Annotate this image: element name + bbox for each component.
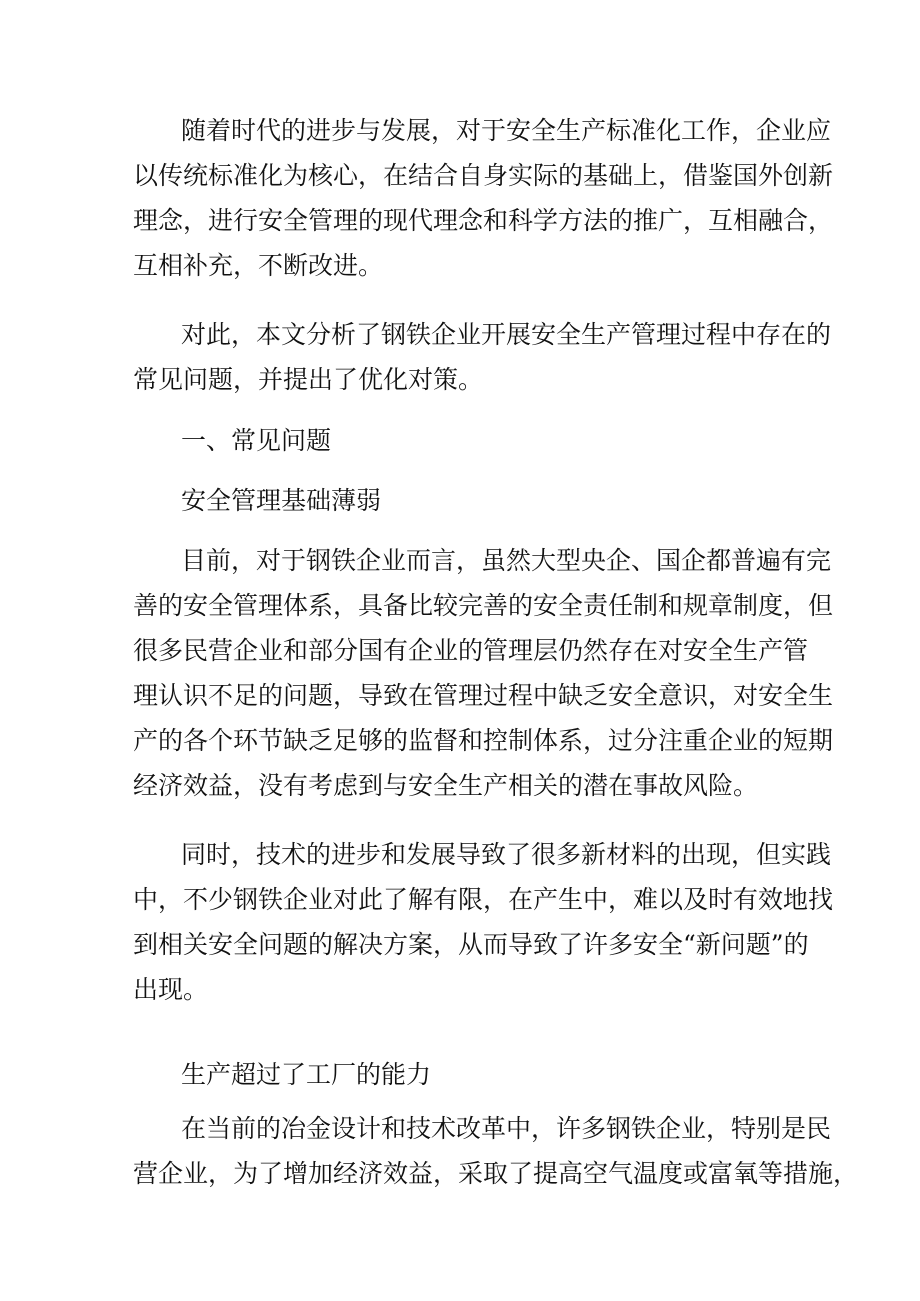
text-line: 理认识不足的问题，导致在管理过程中缺乏安全意识，对安全生 — [133, 681, 834, 710]
text-line: 善的安全管理体系，具备比较完善的安全责任制和规章制度，但 — [133, 591, 834, 620]
text-line: 以传统标准化为核心，在结合自身实际的基础上，借鉴国外创新 — [133, 161, 834, 190]
subsection-heading — [133, 478, 787, 523]
section-heading-text: 一、常见问题 — [181, 426, 332, 455]
text-line: 经济效益，没有考虑到与安全生产相关的潜在事故风险。 — [133, 771, 759, 800]
text-line: 常见问题，并提出了优化对策。 — [133, 365, 484, 394]
paragraph-introduction — [133, 108, 834, 288]
text-line: 目前，对于钢铁企业而言，虽然大型央企、国企都普遍有完 — [181, 546, 832, 575]
text-line: 很多民营企业和部分国有企业的管理层仍然存在对安全生产管 — [133, 636, 809, 665]
subsection-heading — [133, 1052, 787, 1097]
text-line: 随着时代的进步与发展，对于安全生产标准化工作，企业应 — [181, 116, 832, 145]
subsection-heading-text: 安全管理基础薄弱 — [181, 486, 382, 515]
text-line: 对此，本文分析了钢铁企业开展安全生产管理过程中存在的 — [181, 320, 832, 349]
text-line: 互相补充，不断改进。 — [133, 251, 384, 280]
paragraph-new-materials — [133, 832, 834, 1012]
paragraph-purpose — [133, 312, 832, 402]
paragraph-weak-foundation — [133, 538, 834, 808]
subsection-heading-text: 生产超过了工厂的能力 — [181, 1060, 432, 1089]
text-line: 营企业，为了增加经济效益，采取了提高空气温度或富氧等措施， — [133, 1159, 859, 1188]
section-heading — [133, 418, 787, 463]
text-line: 理念，进行安全管理的现代理念和科学方法的推广，互相融合， — [133, 206, 834, 235]
text-line: 在当前的冶金设计和技术改革中，许多钢铁企业，特别是民 — [181, 1114, 832, 1143]
text-line: 出现。 — [133, 975, 209, 1004]
text-line: 中，不少钢铁企业对此了解有限，在产生中，难以及时有效地找 — [133, 885, 834, 914]
text-line: 到相关安全问题的解决方案，从而导致了许多安全“新问题”的 — [133, 930, 809, 959]
paragraph-capacity — [133, 1106, 859, 1196]
text-line: 产的各个环节缺乏足够的监督和控制体系，过分注重企业的短期 — [133, 726, 834, 755]
text-line: 同时，技术的进步和发展导致了很多新材料的出现，但实践 — [181, 840, 832, 869]
